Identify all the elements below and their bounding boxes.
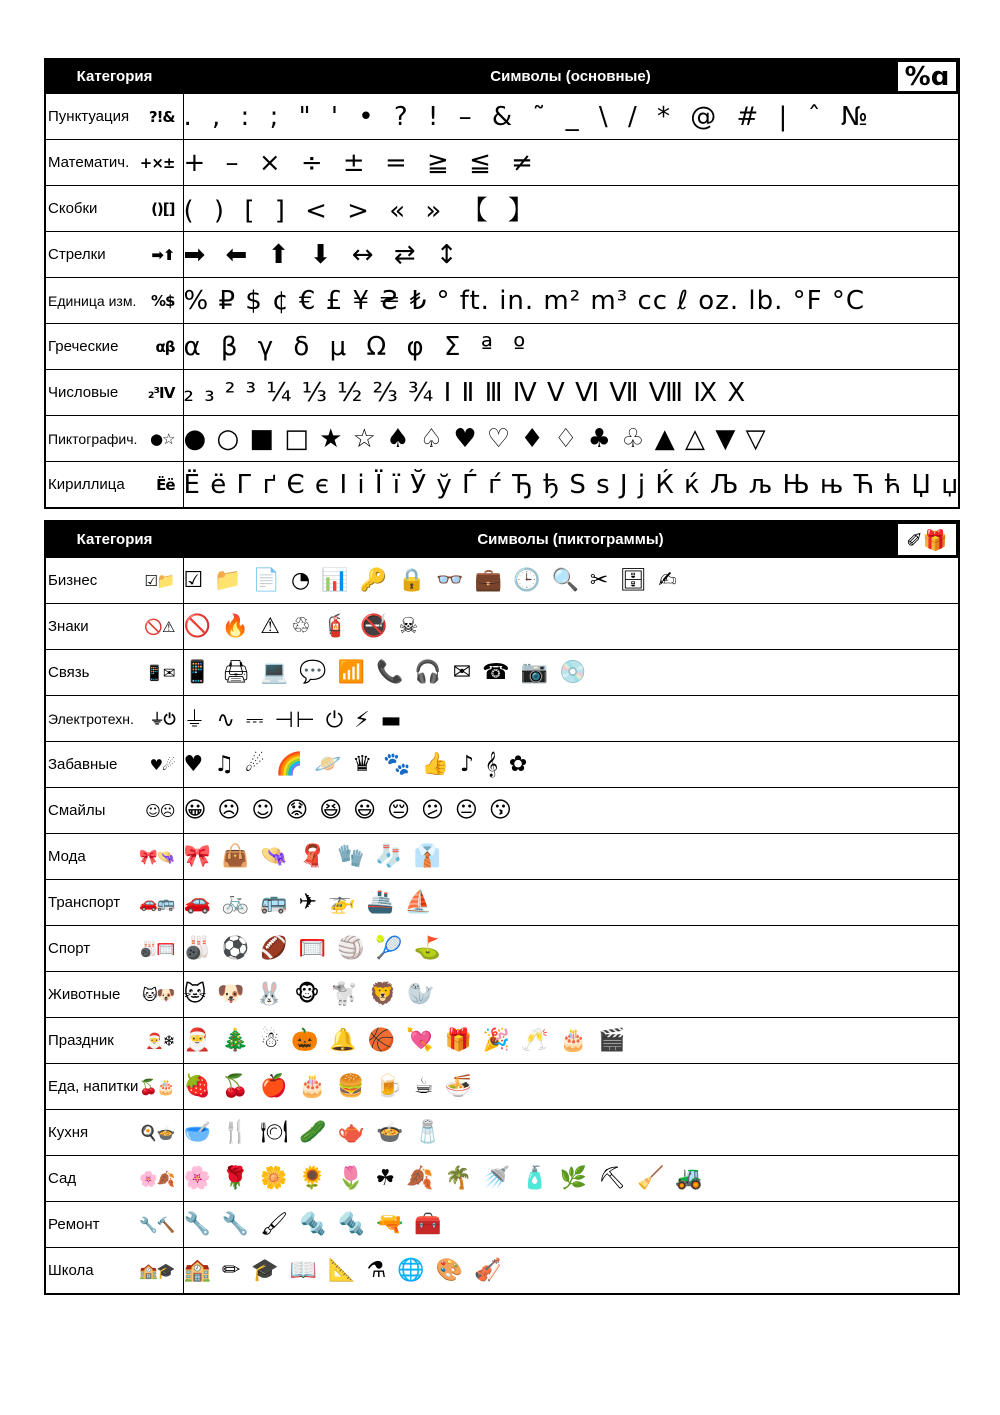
category-icon: 🔧🔨: [139, 1215, 175, 1234]
table-row: [45, 1110, 959, 1156]
category-label: Сад: [48, 1169, 77, 1187]
category-cell: [45, 370, 183, 416]
table-header: [45, 521, 959, 558]
table-row: [45, 186, 959, 232]
category-cell: [45, 880, 183, 926]
category-icon: 📱✉: [145, 663, 175, 682]
category-icon: 🏫🎓: [139, 1261, 175, 1280]
category-cell: [45, 140, 183, 186]
table-row: [45, 278, 959, 324]
header-symbols-label: Символы (пиктограммы): [477, 531, 664, 548]
symbols-cell: % ₽ $ ¢ € £ ¥ ₴ ₺ ° ft. in. m² m³ cc ℓ oz. lb. °F °C: [183, 278, 959, 324]
table-header: [45, 59, 959, 94]
category-icon: 🎅❄: [145, 1031, 175, 1050]
category-label: Пунктуация: [48, 107, 130, 125]
table-row: [45, 416, 959, 462]
table-row: [45, 650, 959, 696]
category-label: Пиктографич.: [48, 430, 138, 447]
table-row: [45, 742, 959, 788]
symbols-cell: 🎀 👜 👒 🧣 🧤 🧦 👔: [183, 834, 959, 880]
category-label: Спорт: [48, 939, 91, 957]
category-label: Бизнес: [48, 571, 98, 589]
table-row: [45, 926, 959, 972]
category-icon: ➡⬆: [151, 245, 175, 264]
category-label: Математич.: [48, 153, 130, 171]
category-cell: [45, 558, 183, 604]
category-cell: [45, 650, 183, 696]
category-icon: ☺☹: [145, 801, 175, 820]
symbols-cell: 🥣 🍴 🍽 🥒 🫖 🍲 🧂: [183, 1110, 959, 1156]
symbols-cell: 🔧 🔧 🖌 🔩 🔩 🔫 🧰: [183, 1202, 959, 1248]
category-label: Забавные: [48, 755, 118, 773]
category-cell: [45, 1064, 183, 1110]
category-cell: [45, 926, 183, 972]
basic-symbols-table: [44, 58, 960, 509]
table-row: [45, 1248, 959, 1295]
category-label: Скобки: [48, 199, 98, 217]
category-label: Знаки: [48, 617, 89, 635]
category-icon: 🚫⚠: [144, 617, 175, 636]
category-cell: [45, 788, 183, 834]
pictogram-symbols-icon: ✐🎁: [898, 524, 956, 555]
category-icon: ?!&: [148, 107, 175, 126]
symbols-cell: 🎅 🎄 ☃ 🎃 🔔 🏀 💘 🎁 🎉 🥂 🎂 🎬: [183, 1018, 959, 1064]
category-label: Еда, напитки: [48, 1077, 139, 1095]
symbols-cell: + – × ÷ ± = ≧ ≦ ≠: [183, 140, 959, 186]
table-row: [45, 1156, 959, 1202]
table-row: [45, 788, 959, 834]
category-cell: [45, 416, 183, 462]
category-icon: 🍒🎂: [139, 1077, 175, 1096]
header-category: Категория: [45, 59, 183, 94]
symbols-cell: ⏚ ∿ ⎓ ⊣⊢ ⏻ ⚡ ▬: [183, 696, 959, 742]
basic-symbols-icon: %ɑ: [898, 62, 956, 91]
category-icon: ⏚⏻: [149, 710, 175, 728]
symbols-cell: ( ) [ ] < > « » 【 】: [183, 186, 959, 232]
symbols-cell: ☑ 📁 📄 ◔ 📊 🔑 🔒 👓 💼 🕒 🔍 ✂ 🗄 ✍: [183, 558, 959, 604]
category-icon: 🌸🍂: [139, 1169, 175, 1188]
header-symbols: [183, 521, 959, 558]
category-label: Кириллица: [48, 475, 125, 493]
symbols-cell: . , : ; " ' • ? ! – & ˜ _ \ / * @ # | ˆ №: [183, 94, 959, 140]
category-cell: [45, 232, 183, 278]
symbols-cell: 🐱 🐶 🐰 🐵 🐩 🦁 🦭: [183, 972, 959, 1018]
category-cell: [45, 742, 183, 788]
symbols-cell: ● ○ ■ □ ★ ☆ ♠ ♤ ♥ ♡ ♦ ♢ ♣ ♧ ▲ △ ▼ ▽: [183, 416, 959, 462]
category-icon: ☑📁: [144, 571, 175, 590]
category-cell: [45, 1110, 183, 1156]
category-icon: 🎳🥅: [139, 939, 175, 958]
symbols-cell: ♥ ♫ ☄ 🌈 🪐 ♛ 🐾 👍 ♪ 𝄞 ✿: [183, 742, 959, 788]
category-label: Мода: [48, 847, 86, 865]
category-cell: [45, 186, 183, 232]
category-cell: [45, 972, 183, 1018]
symbols-cell: 🚗 🚲 🚌 ✈ 🚁 🚢 ⛵: [183, 880, 959, 926]
category-label: Греческие: [48, 337, 119, 355]
category-icon: +×±: [139, 153, 175, 172]
symbols-cell: 🎳 ⚽ 🏈 🥅 🏐 🎾 ⛳: [183, 926, 959, 972]
category-icon: ₂³Ⅳ: [147, 383, 175, 402]
table-row: [45, 558, 959, 604]
symbols-cell: ₂ ₃ ² ³ ¼ ⅓ ½ ⅔ ¾ Ⅰ Ⅱ Ⅲ Ⅳ Ⅴ Ⅵ Ⅶ Ⅷ Ⅸ Ⅹ: [183, 370, 959, 416]
category-cell: [45, 696, 183, 742]
table-row: [45, 94, 959, 140]
symbols-cell: 📱 🖨 💻 💬 📶 📞 🎧 ✉ ☎ 📷 💿: [183, 650, 959, 696]
table-row: [45, 604, 959, 650]
symbols-cell: 🏫 ✏ 🎓 📖 📐 ⚗ 🌐 🎨 🎻: [183, 1248, 959, 1295]
table-row: [45, 880, 959, 926]
category-cell: [45, 94, 183, 140]
category-icon: 🐱🐶: [142, 985, 175, 1004]
category-cell: [45, 604, 183, 650]
category-icon: ♥☄: [149, 755, 175, 774]
category-label: Смайлы: [48, 801, 106, 819]
category-label: Праздник: [48, 1031, 114, 1049]
category-label: Единица изм.: [48, 292, 137, 309]
category-cell: [45, 1156, 183, 1202]
table-row: [45, 370, 959, 416]
category-icon: ●☆: [149, 429, 175, 448]
header-category: Категория: [45, 521, 183, 558]
table-row: [45, 696, 959, 742]
category-label: Животные: [48, 985, 121, 1003]
table-row: [45, 140, 959, 186]
category-label: Стрелки: [48, 245, 106, 263]
table-row: [45, 1064, 959, 1110]
category-cell: [45, 324, 183, 370]
table-row: [45, 462, 959, 509]
symbols-cell: α β γ δ μ Ω φ Σ ª º: [183, 324, 959, 370]
category-label: Школа: [48, 1261, 94, 1279]
header-symbols-label: Символы (основные): [490, 68, 651, 85]
pictogram-symbols-table: [44, 520, 960, 1295]
category-label: Кухня: [48, 1123, 89, 1141]
table-row: [45, 324, 959, 370]
category-label: Ремонт: [48, 1215, 100, 1233]
category-icon: %$: [151, 291, 175, 310]
table-row: [45, 1018, 959, 1064]
symbols-cell: ➡ ⬅ ⬆ ⬇ ↔ ⇄ ↕: [183, 232, 959, 278]
category-label: Электротехн.: [48, 710, 134, 727]
symbols-cell: 🌸 🌹 🌼 🌻 🌷 ☘ 🍂 🌴 🚿 🧴 🌿 ⛏ 🧹 🚜: [183, 1156, 959, 1202]
category-cell: [45, 462, 183, 509]
table-row: [45, 972, 959, 1018]
category-icon: 🎀👒: [139, 847, 175, 866]
symbols-cell: 😀 ☹ ☺ 😟 😆 😃 😔 😕 😐 😗: [183, 788, 959, 834]
category-label: Связь: [48, 663, 90, 681]
category-icon: Ёё: [156, 475, 175, 494]
category-icon: αβ: [155, 337, 175, 356]
category-cell: [45, 278, 183, 324]
category-icon: ()[]: [151, 199, 175, 218]
symbols-cell: 🍓 🍒 🍎 🎂 🍔 🍺 ☕ 🍜: [183, 1064, 959, 1110]
category-label: Транспорт: [48, 893, 121, 911]
category-cell: [45, 1248, 183, 1295]
category-label: Числовые: [48, 383, 119, 401]
symbols-cell: Ё ё Г ґ Є є І і Ї ї Ў ў Ѓ ѓ Ђ ђ Ѕ ѕ Ј ј Ќ ќ Љ љ Њ њ Ћ ћ Џ џ: [183, 462, 959, 509]
header-symbols: [183, 59, 959, 94]
category-cell: [45, 1202, 183, 1248]
category-icon: 🚗🚌: [139, 893, 175, 912]
category-icon: 🍳🍲: [139, 1123, 175, 1142]
category-cell: [45, 834, 183, 880]
table-row: [45, 1202, 959, 1248]
symbols-cell: 🚫 🔥 ⚠ ♲ 🧯 🚭 ☠: [183, 604, 959, 650]
table-row: [45, 232, 959, 278]
table-row: [45, 834, 959, 880]
category-cell: [45, 1018, 183, 1064]
